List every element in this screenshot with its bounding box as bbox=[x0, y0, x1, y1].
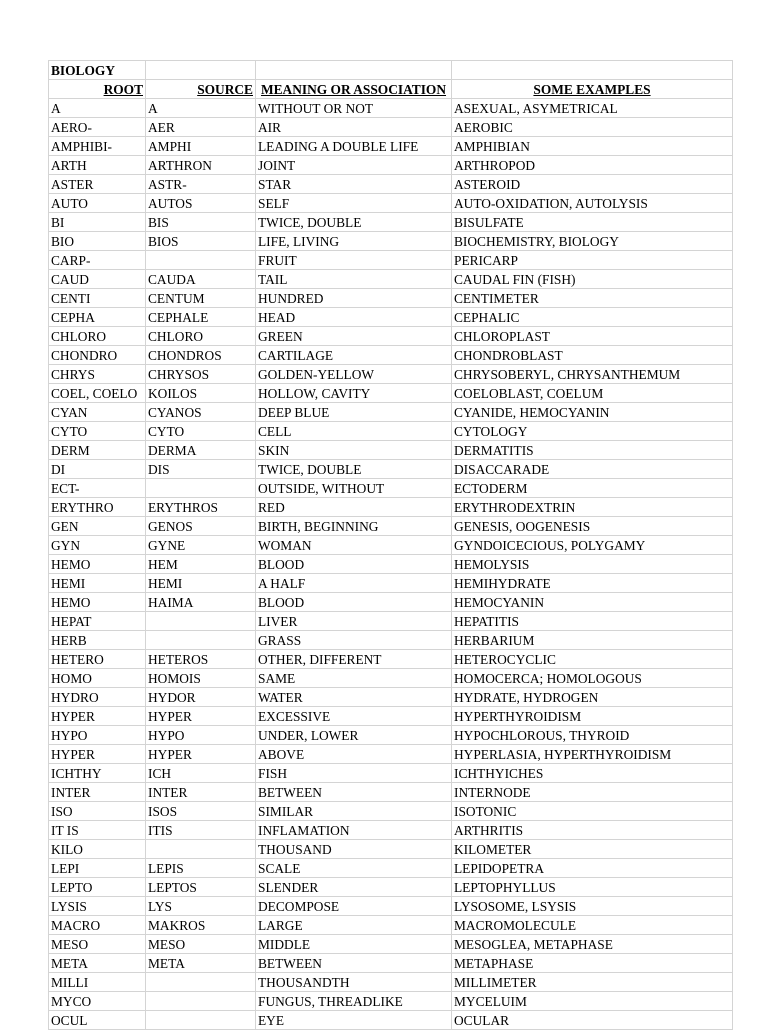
examples-cell: OCULAR bbox=[452, 1011, 733, 1030]
meaning-cell: THOUSANDTH bbox=[256, 973, 452, 992]
meaning-cell: UNDER, LOWER bbox=[256, 726, 452, 745]
source-cell: ITIS bbox=[146, 821, 256, 840]
source-cell: HEMI bbox=[146, 574, 256, 593]
examples-cell: CENTIMETER bbox=[452, 289, 733, 308]
meaning-cell: CARTILAGE bbox=[256, 346, 452, 365]
source-cell: CENTUM bbox=[146, 289, 256, 308]
root-cell: IT IS bbox=[49, 821, 146, 840]
source-cell: ERYTHROS bbox=[146, 498, 256, 517]
examples-cell: ICHTHYICHES bbox=[452, 764, 733, 783]
examples-cell: ARTHROPOD bbox=[452, 156, 733, 175]
source-cell: HETEROS bbox=[146, 650, 256, 669]
examples-cell: LEPIDOPETRA bbox=[452, 859, 733, 878]
root-cell: CHONDRO bbox=[49, 346, 146, 365]
table-row bbox=[49, 973, 733, 992]
examples-cell: CHLOROPLAST bbox=[452, 327, 733, 346]
root-cell: ISO bbox=[49, 802, 146, 821]
examples-cell: ISOTONIC bbox=[452, 802, 733, 821]
title-row bbox=[49, 61, 733, 80]
source-cell: DERMA bbox=[146, 441, 256, 460]
root-cell: CYAN bbox=[49, 403, 146, 422]
meaning-cell: DECOMPOSE bbox=[256, 897, 452, 916]
table-row bbox=[49, 327, 733, 346]
root-cell: MACRO bbox=[49, 916, 146, 935]
meaning-cell: BLOOD bbox=[256, 593, 452, 612]
examples-cell: HEMIHYDRATE bbox=[452, 574, 733, 593]
root-cell: CHRYS bbox=[49, 365, 146, 384]
source-cell: META bbox=[146, 954, 256, 973]
source-cell: CYANOS bbox=[146, 403, 256, 422]
meaning-cell: HUNDRED bbox=[256, 289, 452, 308]
meaning-cell: TAIL bbox=[256, 270, 452, 289]
table-row bbox=[49, 346, 733, 365]
examples-cell: HERBARIUM bbox=[452, 631, 733, 650]
root-cell: BIO bbox=[49, 232, 146, 251]
examples-cell: HYPERTHYROIDISM bbox=[452, 707, 733, 726]
table-row bbox=[49, 118, 733, 137]
source-cell: CHRYSOS bbox=[146, 365, 256, 384]
root-cell: HEMO bbox=[49, 593, 146, 612]
table-row bbox=[49, 783, 733, 802]
table-row bbox=[49, 270, 733, 289]
examples-cell: MESOGLEA, METAPHASE bbox=[452, 935, 733, 954]
table-row bbox=[49, 232, 733, 251]
source-cell: HEM bbox=[146, 555, 256, 574]
examples-cell: HYDRATE, HYDROGEN bbox=[452, 688, 733, 707]
examples-cell: CYTOLOGY bbox=[452, 422, 733, 441]
meaning-cell: TWICE, DOUBLE bbox=[256, 460, 452, 479]
table-row bbox=[49, 99, 733, 118]
table-row bbox=[49, 308, 733, 327]
examples-cell: AEROBIC bbox=[452, 118, 733, 137]
column-header-root: ROOT bbox=[49, 80, 146, 99]
meaning-cell: LIVER bbox=[256, 612, 452, 631]
table-row bbox=[49, 479, 733, 498]
source-cell bbox=[146, 251, 256, 270]
examples-cell: HYPOCHLOROUS, THYROID bbox=[452, 726, 733, 745]
biology-roots-table bbox=[48, 60, 733, 1030]
table-row bbox=[49, 175, 733, 194]
meaning-cell: SAME bbox=[256, 669, 452, 688]
meaning-cell: OTHER, DIFFERENT bbox=[256, 650, 452, 669]
table-row bbox=[49, 517, 733, 536]
meaning-cell: FUNGUS, THREADLIKE bbox=[256, 992, 452, 1011]
source-cell bbox=[146, 992, 256, 1011]
source-cell: ICH bbox=[146, 764, 256, 783]
table-row bbox=[49, 460, 733, 479]
empty-cell bbox=[256, 61, 452, 80]
header-row bbox=[49, 80, 733, 99]
source-cell bbox=[146, 840, 256, 859]
examples-cell: ECTODERM bbox=[452, 479, 733, 498]
examples-cell: COELOBLAST, COELUM bbox=[452, 384, 733, 403]
root-cell: CAUD bbox=[49, 270, 146, 289]
table-row bbox=[49, 707, 733, 726]
source-cell: LEPIS bbox=[146, 859, 256, 878]
source-cell: AMPHI bbox=[146, 137, 256, 156]
table-row bbox=[49, 916, 733, 935]
table-row bbox=[49, 194, 733, 213]
source-cell: HOMOIS bbox=[146, 669, 256, 688]
examples-cell: MILLIMETER bbox=[452, 973, 733, 992]
examples-cell: CHONDROBLAST bbox=[452, 346, 733, 365]
meaning-cell: SELF bbox=[256, 194, 452, 213]
meaning-cell: SKIN bbox=[256, 441, 452, 460]
empty-cell bbox=[452, 61, 733, 80]
examples-cell: ASTEROID bbox=[452, 175, 733, 194]
table-row bbox=[49, 422, 733, 441]
meaning-cell: SCALE bbox=[256, 859, 452, 878]
meaning-cell: CELL bbox=[256, 422, 452, 441]
root-cell: CEPHA bbox=[49, 308, 146, 327]
source-cell: MAKROS bbox=[146, 916, 256, 935]
meaning-cell: EYE bbox=[256, 1011, 452, 1030]
meaning-cell: FISH bbox=[256, 764, 452, 783]
table-row bbox=[49, 840, 733, 859]
root-cell: AMPHIBI- bbox=[49, 137, 146, 156]
root-cell: CHLORO bbox=[49, 327, 146, 346]
source-cell: HYPER bbox=[146, 707, 256, 726]
table-row bbox=[49, 213, 733, 232]
table-body bbox=[49, 99, 733, 1030]
meaning-cell: JOINT bbox=[256, 156, 452, 175]
meaning-cell: WOMAN bbox=[256, 536, 452, 555]
root-cell: AERO- bbox=[49, 118, 146, 137]
source-cell: AUTOS bbox=[146, 194, 256, 213]
table-row bbox=[49, 726, 733, 745]
table-row bbox=[49, 365, 733, 384]
root-cell: CARP- bbox=[49, 251, 146, 270]
source-cell: BIS bbox=[146, 213, 256, 232]
root-cell: CENTI bbox=[49, 289, 146, 308]
meaning-cell: BETWEEN bbox=[256, 783, 452, 802]
root-cell: ARTH bbox=[49, 156, 146, 175]
table-row bbox=[49, 745, 733, 764]
meaning-cell: DEEP BLUE bbox=[256, 403, 452, 422]
examples-cell: AMPHIBIAN bbox=[452, 137, 733, 156]
examples-cell: HYPERLASIA, HYPERTHYROIDISM bbox=[452, 745, 733, 764]
meaning-cell: MIDDLE bbox=[256, 935, 452, 954]
examples-cell: METAPHASE bbox=[452, 954, 733, 973]
root-cell: ASTER bbox=[49, 175, 146, 194]
meaning-cell: INFLAMATION bbox=[256, 821, 452, 840]
meaning-cell: THOUSAND bbox=[256, 840, 452, 859]
source-cell: CEPHALE bbox=[146, 308, 256, 327]
source-cell: BIOS bbox=[146, 232, 256, 251]
table-row bbox=[49, 764, 733, 783]
table-row bbox=[49, 669, 733, 688]
examples-cell: CEPHALIC bbox=[452, 308, 733, 327]
source-cell: LYS bbox=[146, 897, 256, 916]
root-cell: HYPER bbox=[49, 707, 146, 726]
root-cell: MYCO bbox=[49, 992, 146, 1011]
meaning-cell: BIRTH, BEGINNING bbox=[256, 517, 452, 536]
root-cell: DERM bbox=[49, 441, 146, 460]
meaning-cell: WITHOUT OR NOT bbox=[256, 99, 452, 118]
table-row bbox=[49, 1011, 733, 1030]
table-title: BIOLOGY bbox=[49, 61, 146, 80]
root-cell: HOMO bbox=[49, 669, 146, 688]
table-row bbox=[49, 688, 733, 707]
root-cell: HERB bbox=[49, 631, 146, 650]
meaning-cell: EXCESSIVE bbox=[256, 707, 452, 726]
root-cell: A bbox=[49, 99, 146, 118]
meaning-cell: BLOOD bbox=[256, 555, 452, 574]
source-cell: GENOS bbox=[146, 517, 256, 536]
examples-cell: BIOCHEMISTRY, BIOLOGY bbox=[452, 232, 733, 251]
root-cell: LEPTO bbox=[49, 878, 146, 897]
meaning-cell: GREEN bbox=[256, 327, 452, 346]
meaning-cell: LIFE, LIVING bbox=[256, 232, 452, 251]
meaning-cell: HEAD bbox=[256, 308, 452, 327]
source-cell: HYDOR bbox=[146, 688, 256, 707]
examples-cell: MYCELUIM bbox=[452, 992, 733, 1011]
source-cell: HYPER bbox=[146, 745, 256, 764]
root-cell: HYPER bbox=[49, 745, 146, 764]
root-cell: GEN bbox=[49, 517, 146, 536]
root-cell: META bbox=[49, 954, 146, 973]
meaning-cell: GOLDEN-YELLOW bbox=[256, 365, 452, 384]
root-cell: DI bbox=[49, 460, 146, 479]
meaning-cell: WATER bbox=[256, 688, 452, 707]
root-cell: HYPO bbox=[49, 726, 146, 745]
source-cell bbox=[146, 1011, 256, 1030]
meaning-cell: TWICE, DOUBLE bbox=[256, 213, 452, 232]
examples-cell: HEMOLYSIS bbox=[452, 555, 733, 574]
meaning-cell: SLENDER bbox=[256, 878, 452, 897]
table-row bbox=[49, 935, 733, 954]
source-cell: KOILOS bbox=[146, 384, 256, 403]
table-row bbox=[49, 289, 733, 308]
root-cell: KILO bbox=[49, 840, 146, 859]
root-cell: ECT- bbox=[49, 479, 146, 498]
root-cell: GYN bbox=[49, 536, 146, 555]
table-row bbox=[49, 878, 733, 897]
root-cell: ERYTHRO bbox=[49, 498, 146, 517]
table-row bbox=[49, 593, 733, 612]
root-cell: LEPI bbox=[49, 859, 146, 878]
root-cell: HEMI bbox=[49, 574, 146, 593]
root-cell: HYDRO bbox=[49, 688, 146, 707]
examples-cell: LYSOSOME, LSYSIS bbox=[452, 897, 733, 916]
examples-cell: DISACCARADE bbox=[452, 460, 733, 479]
table-row bbox=[49, 954, 733, 973]
examples-cell: HEPATITIS bbox=[452, 612, 733, 631]
table-row bbox=[49, 802, 733, 821]
root-cell: HEMO bbox=[49, 555, 146, 574]
table-row bbox=[49, 536, 733, 555]
source-cell bbox=[146, 479, 256, 498]
table-row bbox=[49, 859, 733, 878]
examples-cell: ARTHRITIS bbox=[452, 821, 733, 840]
table-row bbox=[49, 897, 733, 916]
root-cell: AUTO bbox=[49, 194, 146, 213]
meaning-cell: GRASS bbox=[256, 631, 452, 650]
examples-cell: BISULFATE bbox=[452, 213, 733, 232]
source-cell: INTER bbox=[146, 783, 256, 802]
column-header-source: SOURCE bbox=[146, 80, 256, 99]
examples-cell: HEMOCYANIN bbox=[452, 593, 733, 612]
empty-cell bbox=[146, 61, 256, 80]
table-row bbox=[49, 612, 733, 631]
root-cell: CYTO bbox=[49, 422, 146, 441]
examples-cell: HETEROCYCLIC bbox=[452, 650, 733, 669]
source-cell: ISOS bbox=[146, 802, 256, 821]
root-cell: MESO bbox=[49, 935, 146, 954]
root-cell: INTER bbox=[49, 783, 146, 802]
examples-cell: CAUDAL FIN (FISH) bbox=[452, 270, 733, 289]
meaning-cell: OUTSIDE, WITHOUT bbox=[256, 479, 452, 498]
root-cell: OCUL bbox=[49, 1011, 146, 1030]
meaning-cell: AIR bbox=[256, 118, 452, 137]
column-header-examples: SOME EXAMPLES bbox=[452, 80, 733, 99]
examples-cell: ASEXUAL, ASYMETRICAL bbox=[452, 99, 733, 118]
source-cell: CAUDA bbox=[146, 270, 256, 289]
table-row bbox=[49, 992, 733, 1011]
examples-cell: AUTO-OXIDATION, AUTOLYSIS bbox=[452, 194, 733, 213]
meaning-cell: BETWEEN bbox=[256, 954, 452, 973]
table-row bbox=[49, 156, 733, 175]
table-row bbox=[49, 384, 733, 403]
table-row bbox=[49, 555, 733, 574]
source-cell: DIS bbox=[146, 460, 256, 479]
table-row bbox=[49, 498, 733, 517]
source-cell: CHLORO bbox=[146, 327, 256, 346]
column-header-meaning: MEANING OR ASSOCIATION bbox=[256, 80, 452, 99]
examples-cell: KILOMETER bbox=[452, 840, 733, 859]
meaning-cell: FRUIT bbox=[256, 251, 452, 270]
meaning-cell: HOLLOW, CAVITY bbox=[256, 384, 452, 403]
examples-cell: PERICARP bbox=[452, 251, 733, 270]
table-row bbox=[49, 137, 733, 156]
meaning-cell: ABOVE bbox=[256, 745, 452, 764]
table-row bbox=[49, 251, 733, 270]
table-row bbox=[49, 650, 733, 669]
root-cell: HEPAT bbox=[49, 612, 146, 631]
source-cell: HYPO bbox=[146, 726, 256, 745]
examples-cell: CHRYSOBERYL, CHRYSANTHEMUM bbox=[452, 365, 733, 384]
examples-cell: INTERNODE bbox=[452, 783, 733, 802]
source-cell: ASTR- bbox=[146, 175, 256, 194]
root-cell: BI bbox=[49, 213, 146, 232]
examples-cell: ERYTHRODEXTRIN bbox=[452, 498, 733, 517]
source-cell: LEPTOS bbox=[146, 878, 256, 897]
root-cell: HETERO bbox=[49, 650, 146, 669]
source-cell bbox=[146, 631, 256, 650]
source-cell: A bbox=[146, 99, 256, 118]
source-cell: CYTO bbox=[146, 422, 256, 441]
source-cell: HAIMA bbox=[146, 593, 256, 612]
examples-cell: GYNDOICECIOUS, POLYGAMY bbox=[452, 536, 733, 555]
examples-cell: MACROMOLECULE bbox=[452, 916, 733, 935]
source-cell: MESO bbox=[146, 935, 256, 954]
source-cell bbox=[146, 612, 256, 631]
source-cell: CHONDROS bbox=[146, 346, 256, 365]
root-cell: COEL, COELO bbox=[49, 384, 146, 403]
table-row bbox=[49, 441, 733, 460]
examples-cell: HOMOCERCA; HOMOLOGOUS bbox=[452, 669, 733, 688]
source-cell: GYNE bbox=[146, 536, 256, 555]
root-cell: LYSIS bbox=[49, 897, 146, 916]
examples-cell: GENESIS, OOGENESIS bbox=[452, 517, 733, 536]
root-cell: MILLI bbox=[49, 973, 146, 992]
meaning-cell: STAR bbox=[256, 175, 452, 194]
examples-cell: CYANIDE, HEMOCYANIN bbox=[452, 403, 733, 422]
table-row bbox=[49, 403, 733, 422]
table-row bbox=[49, 631, 733, 650]
examples-cell: LEPTOPHYLLUS bbox=[452, 878, 733, 897]
meaning-cell: RED bbox=[256, 498, 452, 517]
meaning-cell: LARGE bbox=[256, 916, 452, 935]
meaning-cell: A HALF bbox=[256, 574, 452, 593]
meaning-cell: SIMILAR bbox=[256, 802, 452, 821]
examples-cell: DERMATITIS bbox=[452, 441, 733, 460]
root-cell: ICHTHY bbox=[49, 764, 146, 783]
source-cell: AER bbox=[146, 118, 256, 137]
source-cell bbox=[146, 973, 256, 992]
table-row bbox=[49, 821, 733, 840]
table-row bbox=[49, 574, 733, 593]
meaning-cell: LEADING A DOUBLE LIFE bbox=[256, 137, 452, 156]
source-cell: ARTHRON bbox=[146, 156, 256, 175]
